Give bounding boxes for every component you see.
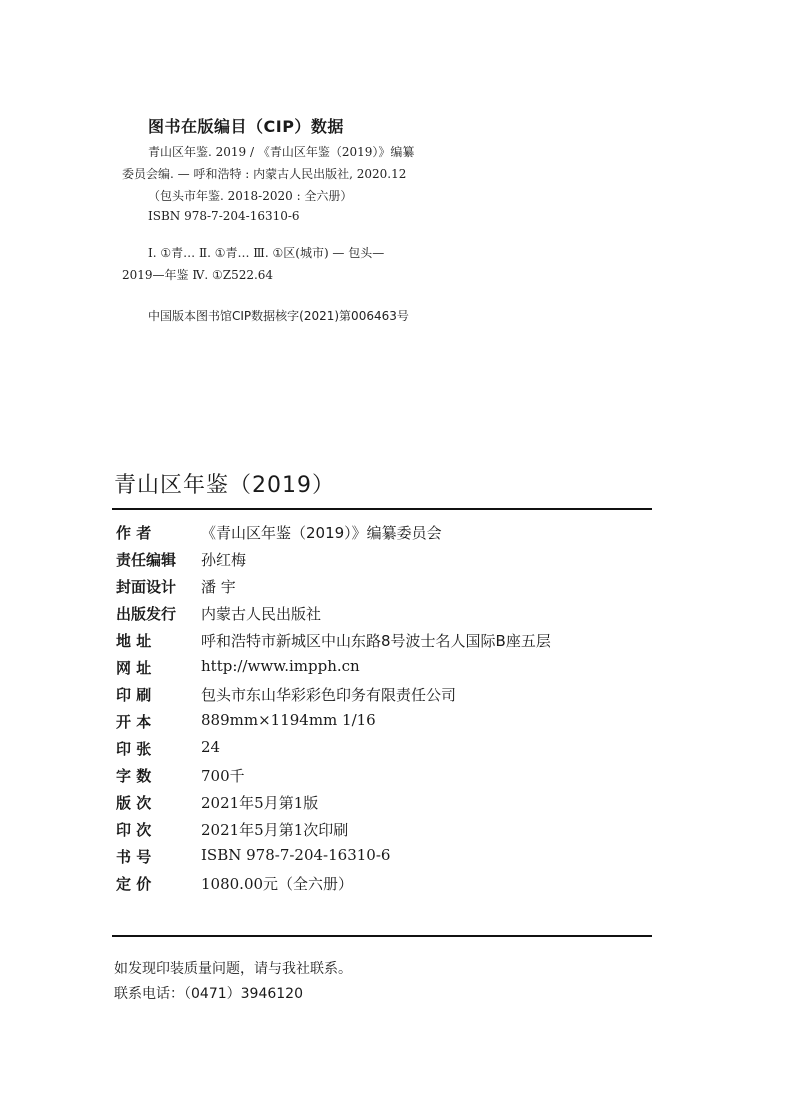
contact-phone: 联系电话：（0471）3946120: [114, 986, 303, 1002]
info-label: 出版发行: [116, 605, 177, 623]
info-label: 网 址: [116, 659, 152, 677]
info-value: 1080.00元（全六册）: [201, 875, 354, 893]
info-label: 印 刷: [116, 686, 152, 704]
info-label: 版 次: [116, 794, 152, 812]
info-value: 889mm×1194mm 1/16: [201, 711, 376, 729]
info-value: 2021年5月第1版: [201, 794, 319, 812]
info-label: 开 本: [116, 713, 152, 731]
top-rule: [112, 508, 652, 510]
cip-line-2: 委员会编. — 呼和浩特 : 内蒙古人民出版社, 2020.12: [122, 167, 407, 181]
cip-line-7: 中国版本图书馆CIP数据核字(2021)第006463号: [148, 309, 409, 323]
cip-line-4: ISBN 978-7-204-16310-6: [148, 209, 300, 223]
info-label: 责任编辑: [116, 551, 177, 569]
info-label: 定 价: [116, 875, 152, 893]
info-value-website-link[interactable]: http://www.impph.cn: [201, 657, 360, 675]
info-label: 印 张: [116, 740, 152, 758]
info-value: 24: [201, 738, 221, 756]
info-label: 字 数: [116, 767, 152, 785]
info-value: 700千: [201, 767, 245, 785]
book-title: 青山区年鉴（2019）: [114, 473, 335, 498]
cip-line-5: Ⅰ. ①青… Ⅱ. ①青… Ⅲ. ①区(城市) — 包头—: [148, 246, 385, 260]
info-value: 《青山区年鉴（2019）》编纂委员会: [201, 524, 442, 542]
info-label: 印 次: [116, 821, 152, 839]
info-value: 内蒙古人民出版社: [201, 605, 322, 623]
info-value: 孙红梅: [201, 551, 247, 569]
cip-line-3: （包头市年鉴. 2018-2020 : 全六册）: [148, 189, 353, 203]
cip-line-1: 青山区年鉴. 2019 / 《青山区年鉴（2019）》编纂: [148, 145, 415, 159]
info-label: 作 者: [116, 524, 152, 542]
info-label: 地 址: [116, 632, 152, 650]
info-label: 书 号: [116, 848, 152, 866]
bottom-rule: [112, 935, 652, 937]
info-value: 潘 宇: [201, 578, 236, 596]
info-value: ISBN 978-7-204-16310-6: [201, 846, 391, 864]
info-label: 封面设计: [116, 578, 177, 596]
cip-title: 图书在版编目（CIP）数据: [148, 117, 344, 136]
info-value: 呼和浩特市新城区中山东路8号波士名人国际B座五层: [201, 632, 551, 650]
info-value: 2021年5月第1次印刷: [201, 821, 349, 839]
info-value: 包头市东山华彩彩色印务有限责任公司: [201, 686, 457, 704]
cip-line-6: 2019—年鉴 Ⅳ. ①Z522.64: [122, 268, 274, 282]
quality-notice: 如发现印装质量问题，请与我社联系。: [114, 961, 352, 977]
